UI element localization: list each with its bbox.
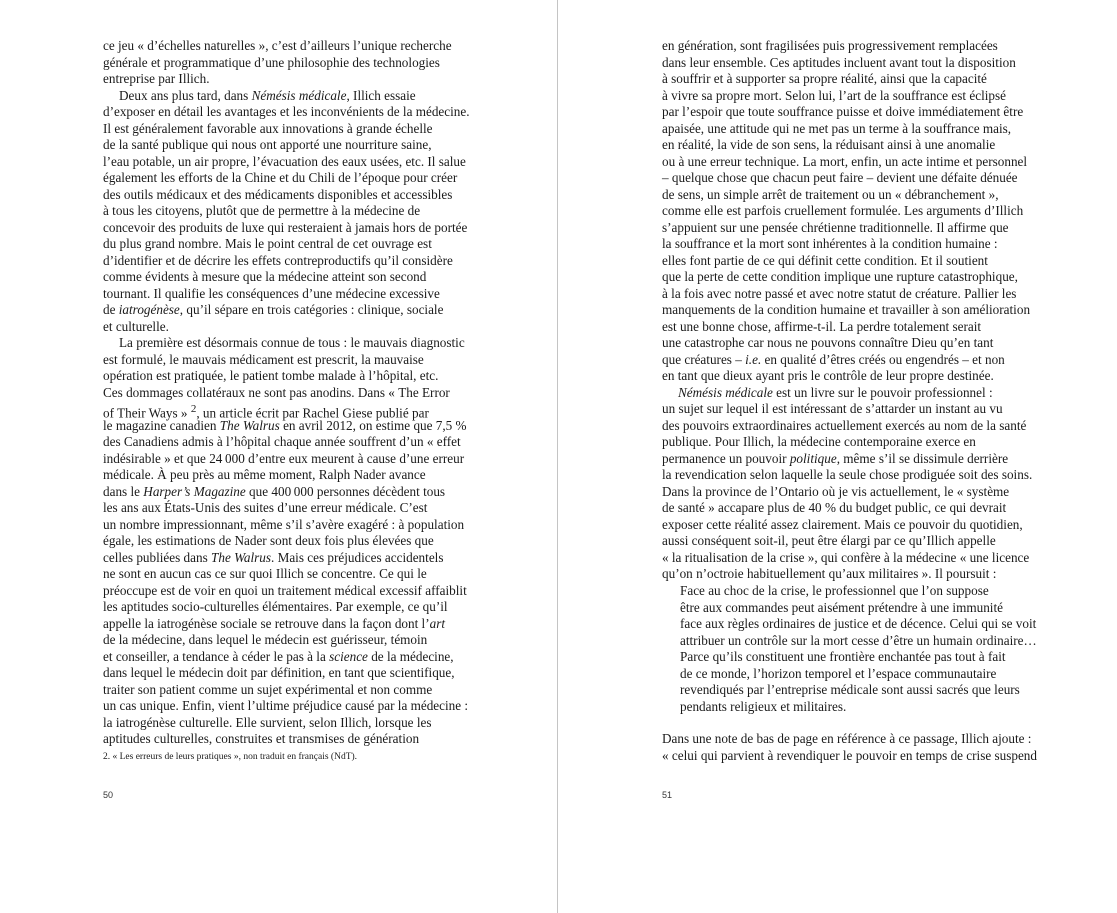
text-line: de sens, un simple arrêt de traitement ou un « débranchement », [662, 186, 999, 202]
text-line: en réalité, la vide de son sens, la réduisant ainsi à une anomalie [662, 137, 996, 152]
text-line: aussi conséquent soit-il, peut être élargi par ce qu’Illich appelle [662, 533, 996, 548]
text-line: qu’on n’octroie habituellement qu’aux militaires ». Il poursuit : [662, 566, 997, 581]
text-line: ne sont en aucun cas ce sur quoi Illich se concentre. Ce qui le [103, 566, 427, 581]
text-line: of Their Ways » $^2$, un article écrit par Rachel Giese publié par [103, 403, 429, 421]
text-line: apaisée, une attitude qui ne met pas un terme à la souffrance mais, [662, 120, 1012, 136]
text-line: de ce monde, l’horizon temporel et l’espace communautaire [680, 665, 997, 681]
text-line: et culturelle. [103, 318, 169, 334]
text-line: manquements de la condition humaine et travailler à son amélioration [662, 302, 1031, 317]
text-line: du plus grand nombre. Mais le point central de cet ouvrage est [103, 236, 432, 251]
text-line: également les efforts de la Chine et du Chili de l’époque pour créer [103, 170, 458, 185]
text-line: elles font partie de ce qui définit cette condition. Et il soutient [662, 252, 988, 268]
text-line: aptitudes culturelles, construites et transmises de génération [103, 731, 420, 746]
text-line: en tant que dieux ayant pris le contrôle de leur propre destinée. [662, 368, 994, 383]
text-line: générale et programmatique d’une philosophie des technologies [103, 54, 440, 70]
text-line: indésirable » et que 24 000 d’entre eux meurent à cause d’une erreur [103, 450, 465, 466]
text-line: celles publiées dans The Walrus. Mais ces préjudices accidentels [103, 549, 444, 565]
text-line: traiter son patient comme un sujet expérimental et non comme [103, 681, 433, 697]
text-line: le magazine canadien The Walrus en avril 2012, on estime que 7,5 % [103, 417, 467, 433]
text-line: Face au choc de la crise, le professionnel que l’on suppose [680, 583, 989, 598]
text-line: de iatrogénèse, qu’il sépare en trois catégories : clinique, sociale [103, 302, 444, 317]
text-line: de la médecine, dans lequel le médecin est guérisseur, témoin [103, 632, 428, 647]
page-number-right: 51 [662, 790, 673, 800]
footnote: 2. « Les erreurs de leurs pratiques », non traduit en français (NdT). [103, 752, 358, 762]
text-line: La première est désormais connue de tous : le mauvais diagnostic [119, 335, 465, 350]
text-line: les aptitudes socio-culturelles élémentaires. Par exemple, ce qu’il [103, 599, 448, 614]
text-line: concevoir des produits de luxe qui resteraient à jamais hors de portée [103, 219, 468, 235]
text-line: dans leur ensemble. Ces aptitudes incluent avant tout la disposition [662, 54, 1016, 70]
text-line: la iatrogénèse culturelle. Elle survient, selon Illich, lorsque les [103, 714, 432, 730]
text-line: la revendication selon laquelle la seule chose prodiguée soit des soins. [662, 467, 1033, 482]
text-line: publique. Pour Illich, la médecine contemporaine exerce en [662, 434, 976, 449]
text-line: comme évidents à mesure que la médecine atteint son second [103, 269, 427, 284]
text-line: la souffrance et la mort sont inhérentes à la condition humaine : [662, 236, 998, 251]
text-line: d’identifier et de décrire les effets contreproductifs qu’il considère [103, 252, 453, 268]
text-line: des outils médicaux et des médicaments disponibles et accessibles [103, 186, 453, 202]
text-line: « la ritualisation de la crise », qui confère à la médecine « une licence [662, 549, 1030, 565]
text-line: ce jeu « d’échelles naturelles », c’est d’ailleurs l’unique recherche [103, 38, 452, 53]
text-line: médicale. À peu près au même moment, Ralph Nader avance [103, 467, 426, 482]
text-line: d’exposer en détail les avantages et les inconvénients de la médecine. [103, 104, 470, 119]
text-line: un cas unique. Enfin, vient l’ultime préjudice causé par la médecine : [103, 698, 469, 713]
text-line: les ans aux États-Unis des suites d’une erreur médicale. C’est [103, 500, 428, 515]
text-line: permanence un pouvoir politique, même s’il se dissimule derrière [662, 450, 1009, 466]
text-line: dans lequel le médecin doit par définition, en tant que scientifique, [103, 665, 455, 680]
text-line: ou à une erreur technique. La mort, enfin, un acte intime et personnel [662, 153, 1028, 169]
text-line: est formulé, le mauvais médicament est prescrit, la mauvaise [103, 351, 424, 367]
text-line: Ces dommages collatéraux ne sont pas anodins. Dans « The Error [103, 384, 450, 400]
text-line: opération est pratiquée, le patient tombe malade à l’hôpital, etc. [103, 368, 439, 383]
text-line: que la perte de cette condition implique une rupture catastrophique, [662, 269, 1018, 284]
text-line: une catastrophe car nous ne pouvons connaître Dieu qu’en tant [662, 335, 994, 350]
text-line: égale, les estimations de Nader sont deux fois plus élevées que [103, 533, 434, 548]
text-line: « celui qui parvient à revendiquer le pouvoir en temps de crise suspend [662, 747, 1037, 763]
text-line: être aux commandes peut aisément prétendre à une immunité [680, 599, 1003, 615]
text-line: à la fois avec notre passé et avec notre statut de créature. Pallier les [662, 285, 1017, 301]
text-line: comme elle est parfois cruellement formulée. Les arguments d’Illich [662, 203, 1024, 218]
text-line: attribuer un contrôle sur la mort cesse d’être un humain ordinaire… [680, 632, 1037, 648]
text-line: un sujet sur lequel il est intéressant de s’attarder un instant au vu [662, 401, 1003, 416]
text-line: – quelque chose que chacun peut faire – devient une défaite dénuée [662, 170, 1018, 185]
page-number-left: 50 [103, 790, 114, 800]
text-line: Némésis médicale est un livre sur le pouvoir professionnel : [678, 384, 993, 400]
text-line: face aux règles ordinaires de justice et de décence. Celui qui se voit [680, 616, 1037, 631]
text-line: des Canadiens admis à l’hôpital chaque année souffrent d’un « effet [103, 434, 461, 449]
text-line: dans le Harper’s Magazine que 400 000 personnes décèdent tous [103, 483, 446, 499]
left-page [0, 0, 558, 913]
text-line: à souffrir et à supporter sa propre réalité, ainsi que la capacité [662, 71, 987, 86]
right-page [558, 0, 1117, 913]
text-line: entreprise par Illich. [103, 71, 210, 86]
text-line: à vivre sa propre mort. Selon lui, l’art de la souffrance est éclipsé [662, 87, 1006, 103]
text-line: pendants religieux et militaires. [680, 698, 847, 714]
text-line: Deux ans plus tard, dans Némésis médicale, Illich essaie [119, 87, 416, 103]
text-line: l’eau potable, un air propre, l’évacuation des eaux usées, etc. Il salue [103, 153, 466, 169]
text-line: que créatures – i.e. en qualité d’êtres créés ou engendrés – et non [662, 351, 1005, 367]
text-line: appelle la iatrogénèse sociale se retrouve dans la façon dont l’art [103, 615, 446, 631]
text-line: Il est généralement favorable aux innovations à grande échelle [103, 120, 433, 136]
text-line: tournant. Il qualifie les conséquences d’une médecine excessive [103, 285, 440, 301]
text-line: de santé » accapare plus de 40 % du budget public, ce qui devrait [662, 500, 1007, 515]
text-line: de la santé publique qui nous ont apporté une nourriture saine, [103, 137, 432, 152]
text-line: Dans une note de bas de page en référence à ce passage, Illich ajoute : [662, 731, 1032, 746]
text-line: préoccupe est de voir en quoi un traitement médical excessif affaiblit [103, 582, 467, 598]
text-line: un nombre impressionnant, même s’il s’avère exagéré : à population [103, 516, 465, 532]
text-line: revendiqués par l’entreprise médicale sont aussi sacrés que leurs [680, 682, 1020, 697]
text-line: en génération, sont fragilisées puis progressivement remplacées [662, 38, 998, 53]
text-line: par l’espoir que toute souffrance puisse et doive immédiatement être [662, 104, 1024, 119]
text-line: Parce qu’ils constituent une frontière enchantée pas tout à fait [680, 649, 1006, 664]
text-line: et conseiller, a tendance à céder le pas à la science de la médecine, [103, 648, 454, 664]
text-line: s’appuient sur une pensée chrétienne traditionnelle. Il affirme que [662, 219, 1009, 235]
text-line: des pouvoirs extraordinaires actuellement exercés au nom de la santé [662, 417, 1027, 433]
text-line: Dans la province de l’Ontario où je vis actuellement, le « système [662, 483, 1010, 499]
text-line: à tous les citoyens, plutôt que de permettre à la médecine de [103, 203, 421, 218]
text-line: exposer cette réalité assez clairement. Mais ce pouvoir du quotidien, [662, 516, 1023, 532]
text-line: est une bonne chose, affirme-t-il. La perdre totalement serait [662, 318, 982, 334]
